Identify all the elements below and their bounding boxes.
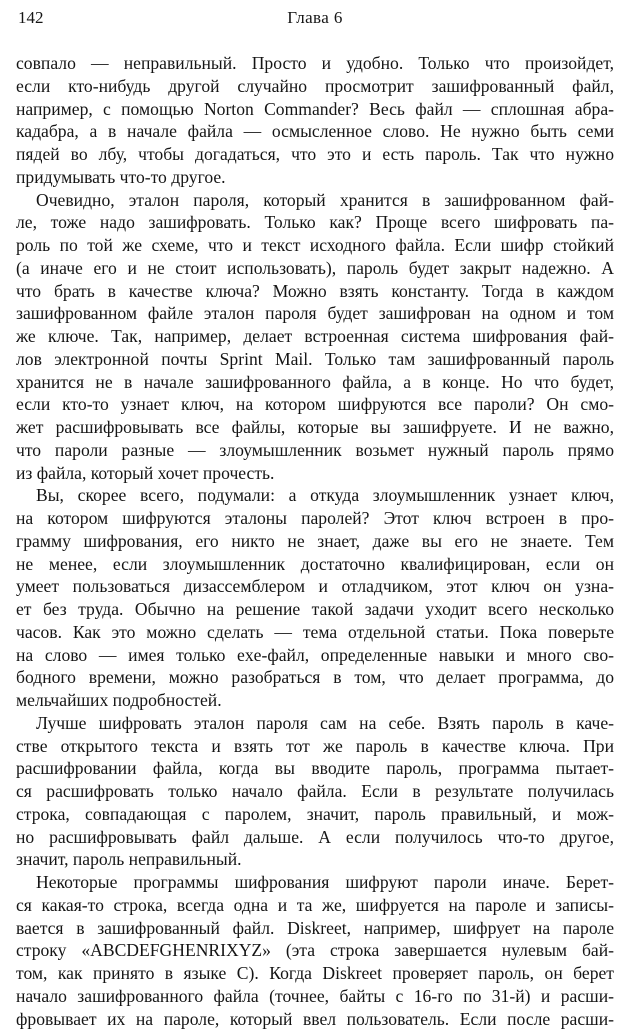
text-line: что брать в качестве ключа? Можно взять константу. Тогда в каждом [16,280,614,303]
text-line: на котором шифруются эталоны паролей? Этот ключ встроен в про- [16,507,614,530]
text-line: строку «ABCDEFGHENRIXYZ» (эта строка завершается нулевым бай- [16,939,614,962]
text-line: совпало — неправильный. Просто и удобно. Только что произойдет, [16,52,614,75]
text-line: что пароли разные — злоумышленник возьмет нужный пароль прямо [16,439,614,462]
text-line: на слово — имея только exe-файл, определенные навыки и много сво- [16,644,614,667]
text-line: не менее, если злоумышленник достаточно квалифицирован, если он [16,553,614,576]
text-line: лов электронной почты Sprint Mail. Только там зашифрованный пароль [16,348,614,371]
text-line: зашифрованном файле эталон пароля будет зашифрован на одном и том [16,302,614,325]
text-line: стве открытого текста и взять тот же пароль в качестве ключа. При [16,735,614,758]
text-line: умеет пользоваться дизассемблером и отладчиком, этот ключ он узна- [16,575,614,598]
text-line: ет без труда. Обычно на решение такой задачи уходит всего несколько [16,598,614,621]
text-line: Очевидно, эталон пароля, который хранится в зашифрованном фай- [16,189,614,212]
text-line: придумывать что-то другое. [16,166,614,189]
text-line: вается в зашифрованный файл. Diskreet, например, шифрует на пароле [16,917,614,940]
body-text [16,52,614,1030]
text-line: Лучше шифровать эталон пароля сам на себе. Взять пароль в каче- [16,712,614,735]
text-line: например, с помощью Norton Commander? Весь файл — сплошная абра- [16,98,614,121]
text-line: ся какая-то строка, всегда одна и та же, шифруется на пароле и записы- [16,894,614,917]
text-line: из файла, который хочет прочесть. [16,462,614,485]
page-number: 142 [18,6,44,30]
text-line: кадабра, а в начале файла — осмысленное слово. Не нужно быть семи [16,120,614,143]
running-head [16,6,614,30]
text-line: хранится не в начале зашифрованного файла, а в конце. Но что будет, [16,371,614,394]
text-line: же ключе. Так, например, делает встроенная система шифрования фай- [16,325,614,348]
text-line: грамму шифрования, его никто не знает, даже вы его не знаете. Тем [16,530,614,553]
text-line: фровывает их на пароле, который ввел пользователь. Если после расши- [16,1008,614,1030]
text-line: Вы, скорее всего, подумали: а откуда злоумышленник узнает ключ, [16,484,614,507]
chapter-title: Глава 6 [16,6,614,30]
book-page [16,6,614,1030]
text-line: роль по той же схеме, что и текст исходного файла. Если шифр стойкий [16,234,614,257]
text-line: пядей во лбу, чтобы догадаться, что это и есть пароль. Так что нужно [16,143,614,166]
text-line: жет расшифровывать все файлы, которые вы зашифруете. И не важно, [16,416,614,439]
text-line: строка, совпадающая с паролем, значит, пароль правильный, и мож- [16,803,614,826]
text-line: ле, тоже надо зашифровать. Только как? Проще всего шифровать па- [16,211,614,234]
text-line: расшифровании файла, когда вы вводите пароль, программа пытает- [16,757,614,780]
text-line: если кто-то узнает ключ, на котором шифруются все пароли? Он смо- [16,393,614,416]
text-line: если кто-нибудь другой случайно просмотрит зашифрованный файл, [16,75,614,98]
text-line: значит, пароль неправильный. [16,848,614,871]
text-line: Некоторые программы шифрования шифруют пароли иначе. Берет- [16,871,614,894]
text-line: начало зашифрованного файла (точнее, байты с 16-го по 31-й) и расши- [16,985,614,1008]
text-line: часов. Как это можно сделать — тема отдельной статьи. Пока поверьте [16,621,614,644]
text-line: бодного времени, можно разобраться в том, что делает программа, до [16,666,614,689]
text-line: но расшифровывать файл дальше. А если получилось что-то другое, [16,826,614,849]
text-line: том, как принято в языке С). Когда Diskreet проверяет пароль, он берет [16,962,614,985]
text-line: мельчайших подробностей. [16,689,614,712]
text-line: ся расшифровать только начало файла. Если в результате получилась [16,780,614,803]
text-line: (а иначе его и не стоит использовать), пароль будет закрыт надежно. А [16,257,614,280]
